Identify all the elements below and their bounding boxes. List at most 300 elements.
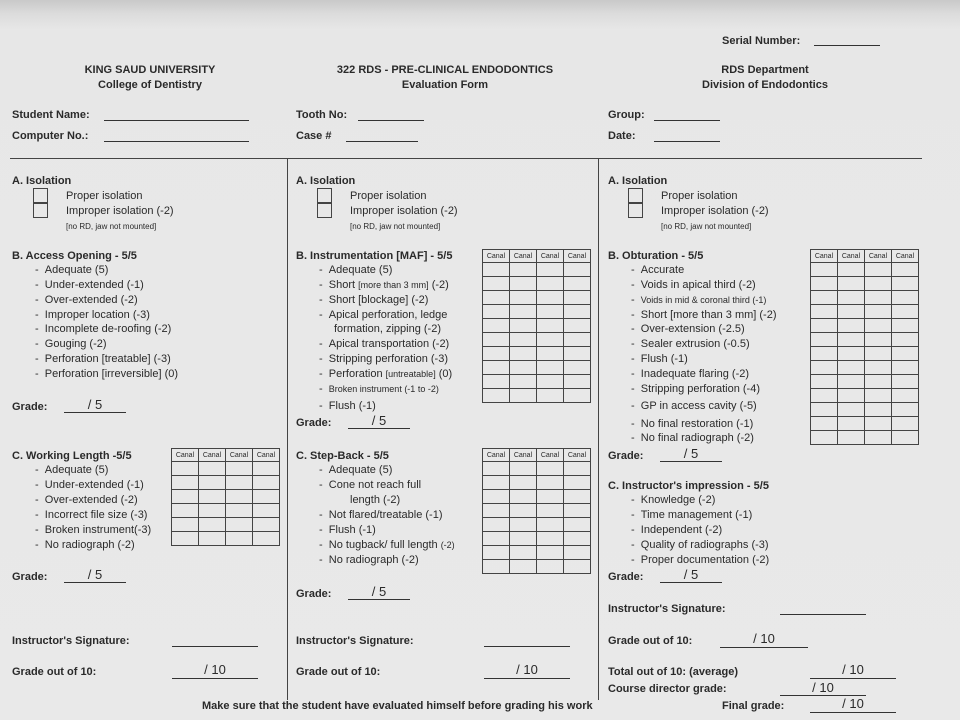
canal-header: Canal <box>564 449 591 462</box>
improper-isolation-label: Improper isolation (-2) <box>661 205 769 217</box>
date-field[interactable] <box>654 141 720 142</box>
canal-cell[interactable] <box>564 263 591 277</box>
canal-header: Canal <box>892 250 919 263</box>
canal-cell[interactable] <box>838 375 865 389</box>
canal-cell[interactable] <box>537 319 564 333</box>
step-back-title: C. Step-Back - 5/5 <box>296 450 389 462</box>
canal-cell[interactable] <box>483 277 510 291</box>
canal-cell[interactable] <box>865 305 892 319</box>
list-item: - Not flared/treatable (-1) <box>319 509 443 521</box>
computer-no-field[interactable] <box>104 141 249 142</box>
canal-cell[interactable] <box>564 462 591 476</box>
canal-header: Canal <box>483 449 510 462</box>
canal-cell[interactable] <box>892 417 919 431</box>
canal-cell[interactable] <box>838 347 865 361</box>
grade-field[interactable] <box>64 412 126 413</box>
student-name-label: Student Name: <box>12 109 90 121</box>
canal-header: Canal <box>253 449 280 462</box>
canal-header: Canal <box>537 250 564 263</box>
canal-cell[interactable] <box>892 403 919 417</box>
canal-cell[interactable] <box>483 375 510 389</box>
grade-out-of-10-field[interactable] <box>172 678 258 679</box>
access-opening-title: B. Access Opening - 5/5 <box>12 250 137 262</box>
grade-value: / 5 <box>87 567 103 582</box>
canal-cell[interactable] <box>865 263 892 277</box>
grade-out-of-10-field[interactable] <box>484 678 570 679</box>
canal-cell[interactable] <box>226 462 253 476</box>
instructor-signature-field[interactable] <box>780 614 866 615</box>
canal-cell[interactable] <box>564 319 591 333</box>
canal-cell[interactable] <box>865 347 892 361</box>
canal-cell[interactable] <box>838 263 865 277</box>
canal-cell[interactable] <box>510 305 537 319</box>
proper-isolation-label: Proper isolation <box>66 190 143 202</box>
canal-cell[interactable] <box>811 277 838 291</box>
canal-cell[interactable] <box>892 375 919 389</box>
list-item: - Short [blockage] (-2) <box>319 294 429 306</box>
isolation-note: [no RD, jaw not mounted] <box>66 222 157 231</box>
form-title: Evaluation Form <box>401 79 489 91</box>
canal-cell[interactable] <box>838 431 865 445</box>
canal-header: Canal <box>811 250 838 263</box>
canal-cell[interactable] <box>865 291 892 305</box>
canal-cell[interactable] <box>564 560 591 574</box>
grade-label: Grade: <box>296 417 332 429</box>
list-item: - Flush (-1) <box>631 353 688 365</box>
canal-cell[interactable] <box>838 417 865 431</box>
instructor-signature-field[interactable] <box>172 646 258 647</box>
canal-cell[interactable] <box>510 490 537 504</box>
list-item: - Broken instrument (-1 to -2) <box>319 383 439 395</box>
canal-cell[interactable] <box>892 361 919 375</box>
canal-cell[interactable] <box>537 277 564 291</box>
canal-cell[interactable] <box>537 361 564 375</box>
canal-cell[interactable] <box>838 319 865 333</box>
canal-header: Canal <box>865 250 892 263</box>
list-item: - Incorrect file size (-3) <box>35 509 148 521</box>
canal-cell[interactable] <box>483 389 510 403</box>
canal-cell[interactable] <box>510 375 537 389</box>
university-name: KING SAUD UNIVERSITY <box>84 64 216 76</box>
grade-field[interactable] <box>348 599 410 600</box>
list-item: - Adequate (5) <box>35 264 109 276</box>
canal-cell[interactable] <box>172 504 199 518</box>
canal-cell[interactable] <box>811 417 838 431</box>
list-item: - Cone not reach full <box>319 479 422 491</box>
canal-cell[interactable] <box>253 476 280 490</box>
canal-cell[interactable] <box>510 504 537 518</box>
proper-isolation-checkbox[interactable] <box>33 188 48 203</box>
canal-cell[interactable] <box>537 490 564 504</box>
canal-cell[interactable] <box>226 504 253 518</box>
isolation-note: [no RD, jaw not mounted] <box>661 222 752 231</box>
list-item: - Knowledge (-2) <box>631 494 716 506</box>
canal-cell[interactable] <box>865 389 892 403</box>
canal-cell[interactable] <box>510 361 537 375</box>
serial-number-label: Serial Number: <box>722 35 801 47</box>
final-grade-field[interactable] <box>810 712 896 713</box>
list-item: - Improper location (-3) <box>35 309 150 321</box>
canal-cell[interactable] <box>892 291 919 305</box>
canal-cell[interactable] <box>564 490 591 504</box>
canal-cell[interactable] <box>172 490 199 504</box>
canal-header: Canal <box>510 250 537 263</box>
canal-cell[interactable] <box>537 504 564 518</box>
instructor-impression-title: C. Instructor's impression - 5/5 <box>608 480 769 492</box>
grade-out-of-10-label: Grade out of 10: <box>608 635 693 647</box>
canal-cell[interactable] <box>865 277 892 291</box>
list-item: - Perforation [irreversible] (0) <box>35 368 179 380</box>
canal-cell[interactable] <box>564 532 591 546</box>
canal-cell[interactable] <box>199 532 226 546</box>
computer-no-label: Computer No.: <box>12 130 89 142</box>
working-length-canal-table <box>171 448 280 546</box>
canal-cell[interactable] <box>226 476 253 490</box>
proper-isolation-checkbox[interactable] <box>628 188 643 203</box>
canal-cell[interactable] <box>172 476 199 490</box>
canal-cell[interactable] <box>892 431 919 445</box>
isolation-title: A. Isolation <box>296 175 356 187</box>
canal-cell[interactable] <box>253 504 280 518</box>
list-item: - Under-extended (-1) <box>35 479 144 491</box>
footer-note: Make sure that the student have evaluated himself before grading his work <box>202 700 593 712</box>
canal-cell[interactable] <box>564 347 591 361</box>
canal-cell[interactable] <box>811 347 838 361</box>
proper-isolation-checkbox[interactable] <box>317 188 332 203</box>
canal-cell[interactable] <box>510 462 537 476</box>
division-name: Division of Endodontics <box>702 79 828 91</box>
canal-cell[interactable] <box>537 375 564 389</box>
canal-cell[interactable] <box>483 263 510 277</box>
grade-value: / 5 <box>87 397 103 412</box>
canal-cell[interactable] <box>172 518 199 532</box>
grade-out-of-10-field[interactable] <box>720 647 808 648</box>
canal-cell[interactable] <box>483 347 510 361</box>
total-value: / 10 <box>842 662 864 677</box>
canal-cell[interactable] <box>226 490 253 504</box>
list-item: - Over-extension (-2.5) <box>631 323 745 335</box>
grade-label: Grade: <box>12 401 48 413</box>
total-field[interactable] <box>810 678 896 679</box>
canal-cell[interactable] <box>172 462 199 476</box>
list-item: - GP in access cavity (-5) <box>631 400 757 412</box>
canal-cell[interactable] <box>838 389 865 403</box>
canal-cell[interactable] <box>865 403 892 417</box>
canal-cell[interactable] <box>483 560 510 574</box>
improper-isolation-label: Improper isolation (-2) <box>350 205 458 217</box>
canal-cell[interactable] <box>892 319 919 333</box>
college-name: College of Dentistry <box>98 79 202 91</box>
instructor-signature-field[interactable] <box>484 646 570 647</box>
canal-cell[interactable] <box>537 560 564 574</box>
canal-header: Canal <box>226 449 253 462</box>
canal-cell[interactable] <box>253 518 280 532</box>
list-item: - Over-extended (-2) <box>35 294 138 306</box>
canal-cell[interactable] <box>483 490 510 504</box>
isolation-title: A. Isolation <box>12 175 72 187</box>
list-item: - Apical transportation (-2) <box>319 338 450 350</box>
list-item: - Independent (-2) <box>631 524 723 536</box>
instructor-signature-label: Instructor's Signature: <box>296 635 414 647</box>
canal-cell[interactable] <box>537 518 564 532</box>
obturation-canal-table <box>810 249 919 445</box>
grade-value: / 5 <box>371 584 387 599</box>
column-divider-1 <box>287 158 288 700</box>
canal-cell[interactable] <box>483 462 510 476</box>
canal-cell[interactable] <box>865 417 892 431</box>
proper-isolation-label: Proper isolation <box>661 190 738 202</box>
canal-cell[interactable] <box>537 462 564 476</box>
canal-cell[interactable] <box>865 333 892 347</box>
canal-header: Canal <box>199 449 226 462</box>
canal-cell[interactable] <box>253 532 280 546</box>
list-item: - Stripping perforation (-4) <box>631 383 761 395</box>
instrumentation-canal-table <box>482 249 591 403</box>
list-item: - Stripping perforation (-3) <box>319 353 449 365</box>
canal-cell[interactable] <box>537 333 564 347</box>
isolation-note: [no RD, jaw not mounted] <box>350 222 441 231</box>
date-label: Date: <box>608 130 636 142</box>
canal-cell[interactable] <box>510 277 537 291</box>
canal-cell[interactable] <box>510 347 537 361</box>
canal-cell[interactable] <box>537 263 564 277</box>
canal-cell[interactable] <box>510 333 537 347</box>
canal-header: Canal <box>564 250 591 263</box>
list-item: - Quality of radiographs (-3) <box>631 539 769 551</box>
instructor-signature-label: Instructor's Signature: <box>608 603 726 615</box>
canal-cell[interactable] <box>811 403 838 417</box>
proper-isolation-label: Proper isolation <box>350 190 427 202</box>
canal-cell[interactable] <box>811 375 838 389</box>
canal-cell[interactable] <box>253 462 280 476</box>
case-no-field[interactable] <box>346 141 418 142</box>
canal-cell[interactable] <box>537 347 564 361</box>
canal-cell[interactable] <box>838 277 865 291</box>
improper-isolation-label: Improper isolation (-2) <box>66 205 174 217</box>
canal-cell[interactable] <box>811 333 838 347</box>
improper-isolation-checkbox[interactable] <box>628 203 643 218</box>
canal-cell[interactable] <box>892 333 919 347</box>
list-item: - Short [more than 3 mm] (-2) <box>319 279 449 291</box>
list-item: - Gouging (-2) <box>35 338 107 350</box>
total-label: Total out of 10: (average) <box>608 666 738 678</box>
obturation-title: B. Obturation - 5/5 <box>608 250 704 262</box>
canal-cell[interactable] <box>892 347 919 361</box>
grade-value: / 5 <box>683 446 699 461</box>
grade-out-of-10-label: Grade out of 10: <box>12 666 97 678</box>
canal-cell[interactable] <box>483 361 510 375</box>
course-title: 322 RDS - PRE-CLINICAL ENDODONTICS <box>336 64 554 76</box>
canal-cell[interactable] <box>892 263 919 277</box>
list-item: - Adequate (5) <box>319 264 393 276</box>
canal-cell[interactable] <box>483 291 510 305</box>
list-item: - Short [more than 3 mm] (-2) <box>631 309 777 321</box>
canal-header: Canal <box>510 449 537 462</box>
course-director-grade-value: / 10 <box>812 680 834 695</box>
canal-cell[interactable] <box>199 518 226 532</box>
header-divider <box>10 158 922 159</box>
list-item: - Inadequate flaring (-2) <box>631 368 750 380</box>
canal-cell[interactable] <box>564 546 591 560</box>
canal-cell[interactable] <box>564 333 591 347</box>
canal-cell[interactable] <box>838 291 865 305</box>
canal-cell[interactable] <box>811 305 838 319</box>
canal-cell[interactable] <box>226 518 253 532</box>
canal-cell[interactable] <box>510 291 537 305</box>
list-item: - Time management (-1) <box>631 509 753 521</box>
canal-cell[interactable] <box>510 319 537 333</box>
tooth-no-field[interactable] <box>358 120 424 121</box>
canal-cell[interactable] <box>865 375 892 389</box>
grade-out-of-10-label: Grade out of 10: <box>296 666 381 678</box>
student-name-field[interactable] <box>104 120 249 121</box>
canal-cell[interactable] <box>892 389 919 403</box>
canal-cell[interactable] <box>483 476 510 490</box>
list-item: - Accurate <box>631 264 685 276</box>
canal-cell[interactable] <box>564 518 591 532</box>
course-director-grade-label: Course director grade: <box>608 683 727 695</box>
canal-cell[interactable] <box>483 532 510 546</box>
canal-cell[interactable] <box>510 389 537 403</box>
list-item: - Under-extended (-1) <box>35 279 144 291</box>
list-item-continuation: formation, zipping (-2) <box>334 323 441 335</box>
canal-cell[interactable] <box>483 305 510 319</box>
canal-cell[interactable] <box>537 389 564 403</box>
canal-cell[interactable] <box>811 319 838 333</box>
canal-cell[interactable] <box>838 403 865 417</box>
list-item: - Perforation [treatable] (-3) <box>35 353 171 365</box>
canal-cell[interactable] <box>564 375 591 389</box>
list-item: - Flush (-1) <box>319 400 376 412</box>
canal-cell[interactable] <box>838 305 865 319</box>
canal-cell[interactable] <box>510 560 537 574</box>
canal-cell[interactable] <box>510 263 537 277</box>
canal-cell[interactable] <box>226 532 253 546</box>
canal-cell[interactable] <box>564 291 591 305</box>
working-length-title: C. Working Length -5/5 <box>12 450 132 462</box>
canal-cell[interactable] <box>811 389 838 403</box>
final-grade-label: Final grade: <box>722 700 785 712</box>
canal-cell[interactable] <box>537 305 564 319</box>
canal-cell[interactable] <box>811 291 838 305</box>
canal-cell[interactable] <box>199 462 226 476</box>
canal-cell[interactable] <box>537 476 564 490</box>
list-item: - Flush (-1) <box>319 524 376 536</box>
grade-field[interactable] <box>64 582 126 583</box>
grade-out-of-10-value: / 10 <box>753 631 775 646</box>
canal-cell[interactable] <box>537 291 564 305</box>
grade-label: Grade: <box>608 571 644 583</box>
list-item: - No radiograph (-2) <box>319 554 419 566</box>
canal-cell[interactable] <box>865 361 892 375</box>
grade-label: Grade: <box>12 571 48 583</box>
canal-cell[interactable] <box>865 431 892 445</box>
canal-cell[interactable] <box>811 263 838 277</box>
canal-cell[interactable] <box>564 476 591 490</box>
grade-out-of-10-value: / 10 <box>516 662 538 677</box>
grade-field[interactable] <box>348 428 410 429</box>
improper-isolation-checkbox[interactable] <box>33 203 48 218</box>
list-item: - No radiograph (-2) <box>35 539 135 551</box>
canal-cell[interactable] <box>811 361 838 375</box>
canal-cell[interactable] <box>564 389 591 403</box>
canal-cell[interactable] <box>483 518 510 532</box>
list-item: - Proper documentation (-2) <box>631 554 770 566</box>
list-item: - No final radiograph (-2) <box>631 432 754 444</box>
canal-cell[interactable] <box>865 319 892 333</box>
column-divider-2 <box>598 158 599 700</box>
canal-cell[interactable] <box>483 546 510 560</box>
canal-cell[interactable] <box>564 277 591 291</box>
canal-cell[interactable] <box>838 333 865 347</box>
canal-cell[interactable] <box>537 532 564 546</box>
canal-cell[interactable] <box>811 431 838 445</box>
canal-cell[interactable] <box>172 532 199 546</box>
final-grade-value: / 10 <box>842 696 864 711</box>
canal-cell[interactable] <box>564 504 591 518</box>
canal-cell[interactable] <box>510 546 537 560</box>
step-back-canal-table <box>482 448 591 574</box>
grade-field[interactable] <box>660 461 722 462</box>
list-item: - Perforation [untreatable] (0) <box>319 368 453 380</box>
canal-cell[interactable] <box>564 305 591 319</box>
canal-cell[interactable] <box>483 333 510 347</box>
canal-header: Canal <box>172 449 199 462</box>
canal-cell[interactable] <box>483 319 510 333</box>
improper-isolation-checkbox[interactable] <box>317 203 332 218</box>
instructor-signature-label: Instructor's Signature: <box>12 635 130 647</box>
canal-cell[interactable] <box>838 361 865 375</box>
canal-cell[interactable] <box>199 490 226 504</box>
canal-cell[interactable] <box>483 504 510 518</box>
list-item: - Broken instrument(-3) <box>35 524 152 536</box>
canal-header: Canal <box>537 449 564 462</box>
canal-cell[interactable] <box>892 305 919 319</box>
list-item: - No final restoration (-1) <box>631 418 754 430</box>
canal-cell[interactable] <box>510 476 537 490</box>
grade-value: / 5 <box>371 413 387 428</box>
grade-label: Grade: <box>296 588 332 600</box>
list-item: - Incomplete de-roofing (-2) <box>35 323 172 335</box>
canal-cell[interactable] <box>199 476 226 490</box>
list-item: - Adequate (5) <box>319 464 393 476</box>
list-item-continuation: length (-2) <box>350 494 401 506</box>
grade-field[interactable] <box>660 582 722 583</box>
department-name: RDS Department <box>721 64 809 76</box>
grade-value: / 5 <box>683 567 699 582</box>
case-no-label: Case # <box>296 130 332 142</box>
canal-header: Canal <box>838 250 865 263</box>
canal-cell[interactable] <box>892 277 919 291</box>
canal-cell[interactable] <box>253 490 280 504</box>
canal-cell[interactable] <box>537 546 564 560</box>
list-item: - Apical perforation, ledge <box>319 309 448 321</box>
canal-cell[interactable] <box>510 518 537 532</box>
grade-label: Grade: <box>608 450 644 462</box>
canal-cell[interactable] <box>510 532 537 546</box>
list-item: - Over-extended (-2) <box>35 494 138 506</box>
list-item: - Voids in apical third (-2) <box>631 279 756 291</box>
canal-header: Canal <box>483 250 510 263</box>
canal-cell[interactable] <box>199 504 226 518</box>
group-field[interactable] <box>654 120 720 121</box>
serial-number-field[interactable] <box>814 45 880 46</box>
list-item: - Sealer extrusion (-0.5) <box>631 338 750 350</box>
canal-cell[interactable] <box>564 361 591 375</box>
tooth-no-label: Tooth No: <box>296 109 348 121</box>
list-item: - Adequate (5) <box>35 464 109 476</box>
isolation-title: A. Isolation <box>608 175 668 187</box>
